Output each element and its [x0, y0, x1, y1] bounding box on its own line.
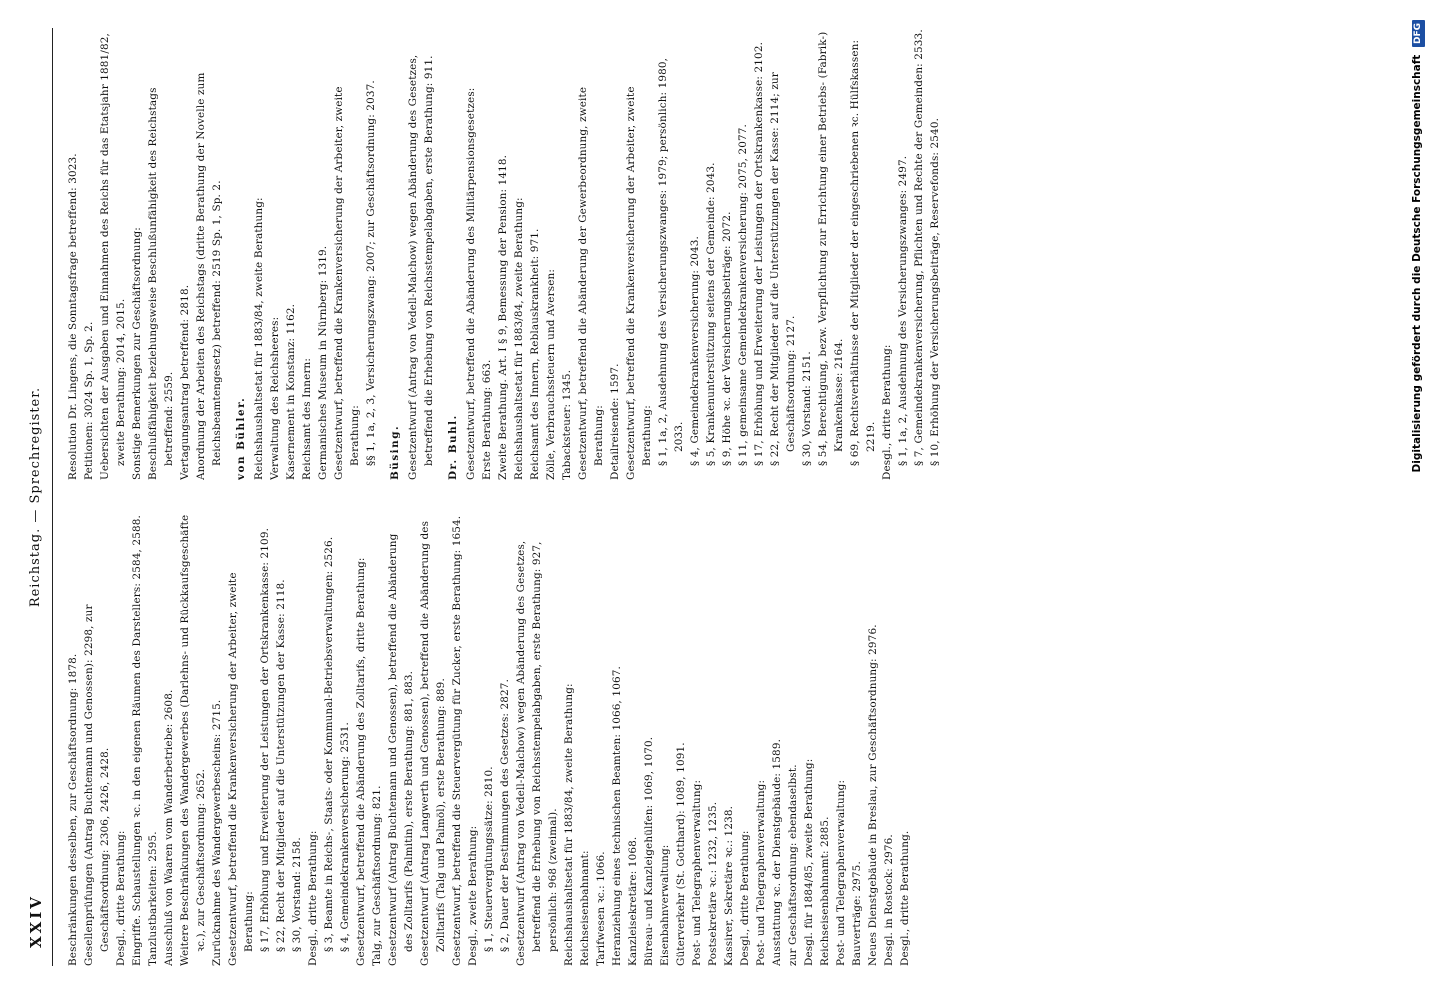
left-column-entry: Büreau- und Kanzleigehülfen: 1069, 1070. — [643, 736, 655, 966]
left-column-entry: Reichseisenbahnamt: 2885. — [819, 816, 831, 966]
right-column-entry: Gesetzentwurf (Antrag von Vedell-Malchow) wegen Abänderung des Gesetzes, betreffend die Erhebung von Reichsstempelabgaben, erste Berathung: 911. — [407, 54, 435, 480]
left-column-entry: Desgl., zweite Berathung: — [467, 825, 479, 966]
right-column-entry: Detailreisende: 1597. — [609, 363, 621, 480]
right-column-entry: Zölle, Verbrauchssteuern und Aversen: — [545, 269, 557, 480]
left-column-entry: Zurücknahme des Wandergewerbescheins: 2715. — [211, 699, 223, 966]
left-column-entry: Kanzleisekretäre: 1068. — [627, 836, 639, 966]
left-column-entry: § 22, Recht der Mitglieder auf die Unterstützungen der Kasse: 2118. — [275, 579, 287, 952]
left-column-entry: § 30, Vorstand: 2158. — [291, 837, 303, 952]
left-column-entry: Tarifwesen ꝛc.: 1066. — [595, 851, 607, 966]
left-column-entry: Reichshaushaltsetat für 1883/84, zweite Berathung: — [563, 683, 575, 966]
left-column-entry: Bauverträge: 2975. — [851, 861, 863, 966]
right-column-entry: § 7, Gemeindekrankenversicherung, Pflichten und Rechte der Gemeinden: 2533. — [913, 29, 925, 466]
right-column-entry: Gesetzentwurf, betreffend die Abänderung der Gewerbeordnung, zweite Berathung: — [577, 86, 605, 480]
left-column-entry: Neues Dienstgebäude in Breslau, zur Geschäftsordnung: 2976. — [867, 624, 879, 966]
right-column-entry: Gesetzentwurf, betreffend die Krankenversicherung der Arbeiter, zweite Berathung: — [625, 86, 653, 480]
right-column-entry: § 4, Gemeindekrankenversicherung: 2043. — [689, 236, 701, 466]
left-column-entry: Reichseisenbahnamt: — [579, 850, 591, 966]
left-column-entry: Postsekretäre ꝛc.: 1232, 1235. — [707, 801, 719, 966]
right-column — [65, 28, 1385, 480]
left-column-entry: Post- und Telegraphenverwaltung: — [755, 779, 767, 966]
left-column-entry: Desgl., dritte Berathung: — [115, 830, 127, 966]
left-column-entry: Post- und Telegraphenverwaltung: — [691, 779, 703, 966]
left-column-entry: Ausstattung ꝛc. der Dienstgebäude: 1589. — [771, 738, 783, 966]
left-column-entry: Gesetzentwurf (Antrag Langwerth und Genossen), betreffend die Abänderung des Zolltarifs (Talg und Palmöl), erste Berathung: 889. — [419, 520, 447, 966]
dfg-credit-text: Digitalisierung gefördert durch die Deutsche Forschungsgemeinschaft — [1411, 54, 1423, 473]
right-column-entry: Reichsamt des Innern, Reblauskrankheit: 971. — [529, 228, 541, 480]
left-column-entry: Desgl., dritte Berathung: — [307, 830, 319, 966]
speaker-name: von Bühler. — [235, 396, 247, 480]
text-columns — [65, 28, 1385, 966]
right-column-entry: Kasernement in Konstanz: 1162. — [285, 303, 297, 480]
left-column-entry: Gesellenprüfungen (Antrag Buchtemann und Genossen): 2298, zur Geschäftsordnung: 2306, 2426, 2428. — [83, 604, 111, 966]
speaker-name: Büsing. — [389, 424, 401, 480]
left-column-entry: Gesetzentwurf, betreffend die Steuervergütung für Zucker, erste Berathung: 1654. — [451, 515, 463, 966]
left-column-entry: Weitere Beschränkungen des Wandergewerbes (Darlehns- und Rückkaufsgeschäfte ꝛc.), zur Geschäftsordnung: 2652. — [179, 514, 207, 966]
right-column-entry: Desgl., dritte Berathung: — [881, 344, 893, 480]
left-column-entry: § 1, Steuervergütungssätze: 2810. — [483, 766, 495, 952]
left-column-entry: Tanzlustbarkeiten: 2595. — [147, 831, 159, 966]
running-title: Reichstag. — Sprechregister. — [28, 386, 43, 608]
left-column-entry: § 4, Gemeindekrankenversicherung: 2531. — [339, 722, 351, 952]
right-column-entry: § 22, Recht der Mitglieder auf die Unterstützungen der Kasse: 2114; zur Geschäftsordnung: 2127. — [769, 72, 797, 466]
left-column-entry: Heranziehung eines technischen Beamten: 1066, 1067. — [611, 666, 623, 966]
right-column-entry: § 5, Krankenunterstützung seitens der Gemeinde: 2043. — [705, 162, 717, 466]
right-column-entry: § 30, Vorstand: 2151. — [801, 351, 813, 466]
right-column-entry: §§ 1, 1a, 2, 3, Versicherungszwang: 2007; zur Geschäftsordnung: 2037. — [365, 80, 377, 466]
right-column-entry: § 69, Rechtsverhältnisse der Mitglieder der eingeschriebenen ꝛc. Hülfskassen: 2219. — [849, 39, 877, 466]
right-column-entry: Petitionen: 3024 Sp. 1, Sp. 2. — [83, 321, 95, 480]
right-column-entry: § 1, 1a, 2, Ausdehnung des Versicherungszwanges: 2497. — [897, 155, 909, 466]
left-column-entry: § 2, Dauer der Bestimmungen des Gesetzes: 2827. — [499, 678, 511, 952]
right-column-entry: Beschlußfähigkeit beziehungsweise Beschlußunfähigkeit des Reichstags betreffend: 2559. — [147, 87, 175, 480]
speaker-name: Dr. Buhl. — [447, 414, 459, 480]
left-column-entry: Eisenbahnverwaltung: — [659, 844, 671, 966]
left-column-entry: Beschränkungen desselben, zur Geschäftsordnung: 1878. — [67, 653, 79, 966]
left-column-entry: Ausschluß von Waaren vom Wanderbetriebe: 2608. — [163, 689, 175, 966]
left-column — [65, 514, 1385, 966]
left-column-entry: Post- und Telegraphenverwaltung: — [835, 779, 847, 966]
left-column-entry: Desgl. für 1884/85, zweite Berathung: — [803, 758, 815, 966]
right-column-entry: § 1, 1a, 2, Ausdehnung des Versicherungszwanges: 1979; persönlich: 1980, 2033. — [657, 57, 685, 466]
left-column-entry: Kassirer, Sekretäre ꝛc.: 1238. — [723, 805, 735, 966]
right-column-entry: Germanisches Museum in Nürnberg: 1319. — [317, 245, 329, 480]
digitization-sidebar — [1402, 0, 1432, 1000]
left-column-entry: Talg, zur Geschäftsordnung: 821. — [371, 785, 383, 966]
right-column-entry: Zweite Berathung. Art. I § 9, Bemessung der Pension: 1418. — [497, 154, 509, 480]
left-column-entry: Desgl., dritte Berathung. — [899, 830, 911, 966]
left-column-entry: Gesetzentwurf, betreffend die Abänderung des Zolltarifs, dritte Berathung: — [355, 557, 367, 966]
right-column-entry: Uebersichten der Ausgaben und Einnahmen des Reichs für das Etatsjahr 1881/82, zweite Berathung: 2014, 2015. — [99, 33, 127, 480]
left-column-entry: Gesetzentwurf (Antrag von Vedell-Malchow) wegen Abänderung des Gesetzes, betreffend die Erhebung von Reichsstempelabgaben, erste Berathung: 927, persönlich: 968 (zweimal). — [515, 540, 559, 966]
running-head — [26, 28, 53, 966]
right-column-entry: Verwaltung des Reichsheeres: — [269, 316, 281, 480]
left-column-entry: § 17, Erhöhung und Erweiterung der Leistungen der Ortskrankenkasse: 2109. — [259, 527, 271, 952]
right-column-entry: § 17, Erhöhung und Erweiterung der Leistungen der Ortskrankenkasse: 2102. — [753, 41, 765, 466]
right-column-entry: Vertagungsantrag betreffend: 2818. — [179, 284, 191, 480]
left-column-entry: Güterverkehr (St. Gotthard): 1089, 1091. — [675, 742, 687, 966]
left-column-entry: Gesetzentwurf (Antrag Buchtemann und Genossen), betreffend die Abänderung des Zolltarifs (Palmitin), erste Berathung: 881, 883. — [387, 533, 415, 966]
left-column-entry: zur Geschäftsordnung: ebendaselbst. — [787, 764, 799, 966]
left-column-entry: Eingriffe. Schaustellungen ꝛc. in den eigenen Räumen des Darstellers: 2584, 2588. — [131, 515, 143, 966]
right-column-entry: Gesetzentwurf, betreffend die Krankenversicherung der Arbeiter, zweite Berathung: — [333, 86, 361, 480]
left-column-entry: § 3, Beamte in Reichs-, Staats- oder Kommunal-Betriebsverwaltungen: 2526. — [323, 536, 335, 952]
right-column-entry: § 54, Berechtigung, bezw. Verpflichtung zur Errichtung einer Betriebs- (Fabrik-) Krankenkasse: 2164. — [817, 31, 845, 466]
right-column-entry: § 11, gemeinsame Gemeindekrankenversicherung: 2075, 2077. — [737, 124, 749, 466]
right-column-entry: § 10, Erhöhung der Versicherungsbeiträge, Reservefonds: 2540. — [929, 117, 941, 466]
right-column-entry: Sonstige Bemerkungen zur Geschäftsordnung: — [131, 227, 143, 480]
right-column-entry: Gesetzentwurf, betreffend die Abänderung des Militärpensionsgesetzes: — [465, 87, 477, 480]
page-number: XXIV — [27, 894, 45, 948]
right-column-entry: Reichshaushaltsetat für 1883/84, zweite Berathung: — [253, 197, 265, 480]
right-column-entry: Tabacksteuer: 1345. — [561, 369, 573, 480]
dfg-credit-line — [1408, 0, 1426, 1000]
left-column-entry: Desgl., dritte Berathung: — [739, 830, 751, 966]
left-column-entry: Desgl. in Rostock: 2976. — [883, 834, 895, 966]
right-column-entry: Anordnung der Arbeiten des Reichstags (dritte Berathung der Novelle zum Reichsbeamtengesetz) betreffend: 2519 Sp. 1, Sp. 2. — [195, 72, 223, 480]
dfg-logo: DFG — [1412, 20, 1425, 47]
left-column-entry: Gesetzentwurf, betreffend die Krankenversicherung der Arbeiter, zweite Berathung: — [227, 572, 255, 966]
right-column-entry: Reichsamt des Innern: — [301, 357, 313, 480]
right-column-entry: Reichshaushaltsetat für 1883/84, zweite Berathung: — [513, 197, 525, 480]
right-column-entry: Resolution Dr. Lingens, die Sonntagsfrage betreffend: 3023. — [67, 153, 79, 480]
right-column-entry: Erste Berathung: 663. — [481, 359, 493, 480]
right-column-entry: § 9, Höhe ꝛc. der Versicherungsbeiträge: 2072. — [721, 211, 733, 466]
